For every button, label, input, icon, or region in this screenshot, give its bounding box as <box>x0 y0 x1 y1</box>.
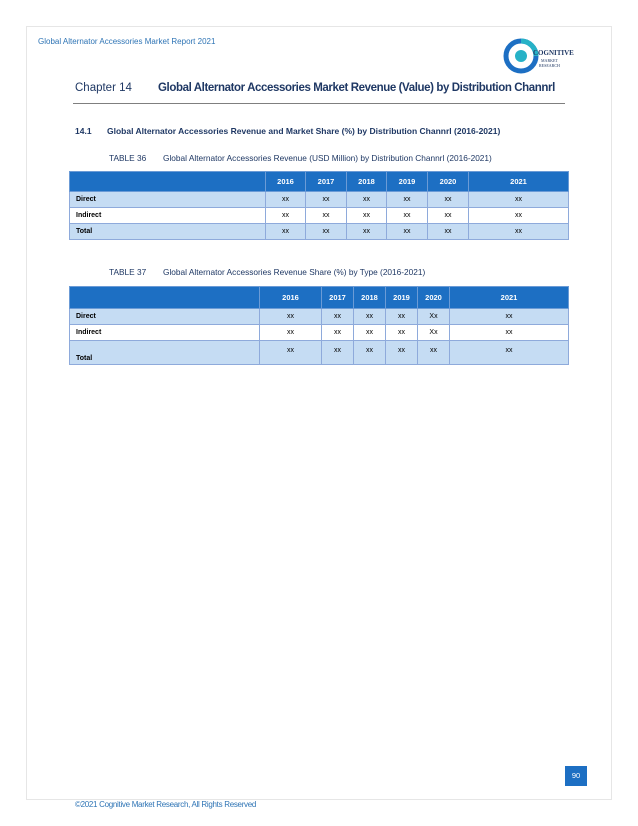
cell: xx <box>260 341 322 365</box>
logo-line2: MARKET <box>541 58 558 63</box>
table36-year: 2021 <box>469 172 569 192</box>
cell: xx <box>354 325 386 341</box>
table37 <box>69 286 569 365</box>
cell: xx <box>266 192 306 208</box>
cell: xx <box>387 224 428 240</box>
cell: xx <box>428 192 469 208</box>
cell: xx <box>260 309 322 325</box>
page-number: 90 <box>565 766 587 786</box>
section-title: Global Alternator Accessories Revenue and Market Share (%) by Distribution Channrl (2016-2021) <box>107 126 501 136</box>
table37-title: Global Alternator Accessories Revenue Share (%) by Type (2016-2021) <box>163 267 426 277</box>
table-row <box>70 224 569 240</box>
page-frame <box>26 26 612 800</box>
row-label: Indirect <box>70 325 260 341</box>
table36-header-row <box>70 172 569 192</box>
section-heading <box>75 126 500 136</box>
footer-copyright: ©2021 Cognitive Market Research, All Rights Reserved <box>75 800 257 809</box>
table36-caption <box>109 153 492 163</box>
section-number: 14.1 <box>75 126 92 136</box>
table36-year: 2019 <box>387 172 428 192</box>
table36-corner <box>70 172 266 192</box>
table37-caption <box>109 267 425 277</box>
cell: xx <box>260 325 322 341</box>
cell: xx <box>266 224 306 240</box>
table-row <box>70 325 569 341</box>
report-header: Global Alternator Accessories Market Report 2021 <box>38 37 216 46</box>
cell: xx <box>322 341 354 365</box>
cell: xx <box>450 325 569 341</box>
cell: xx <box>428 208 469 224</box>
logo-line1: COGNITIVE <box>533 49 574 57</box>
cell: xx <box>428 224 469 240</box>
table37-year: 2021 <box>450 287 569 309</box>
table37-header-row <box>70 287 569 309</box>
table37-year: 2019 <box>386 287 418 309</box>
cell: xx <box>306 208 347 224</box>
table37-year: 2016 <box>260 287 322 309</box>
cell: xx <box>450 341 569 365</box>
cell: xx <box>450 309 569 325</box>
table-row <box>70 341 569 365</box>
cell: Xx <box>418 325 450 341</box>
table37-corner <box>70 287 260 309</box>
cell: xx <box>322 309 354 325</box>
cell: xx <box>418 341 450 365</box>
cell: xx <box>306 224 347 240</box>
cognitive-logo <box>503 38 574 74</box>
cell: xx <box>387 192 428 208</box>
cell: xx <box>387 208 428 224</box>
cell: xx <box>386 309 418 325</box>
table-row <box>70 192 569 208</box>
row-label: Direct <box>70 309 260 325</box>
table37-number: TABLE 37 <box>109 267 147 277</box>
chapter-label: Chapter 14 <box>75 82 132 94</box>
cell: xx <box>266 208 306 224</box>
cell: xx <box>354 309 386 325</box>
cell: xx <box>347 208 387 224</box>
cell: Xx <box>418 309 450 325</box>
cell: xx <box>469 192 569 208</box>
table36-year: 2020 <box>428 172 469 192</box>
cell: xx <box>354 341 386 365</box>
cell: xx <box>386 341 418 365</box>
cell: xx <box>347 192 387 208</box>
cell: xx <box>469 208 569 224</box>
table36-title: Global Alternator Accessories Revenue (USD Million) by Distribution Channrl (2016-2021) <box>163 153 492 163</box>
chapter-title: Global Alternator Accessories Market Revenue (Value) by Distribution Channrl <box>158 82 555 94</box>
table36-year: 2017 <box>306 172 347 192</box>
table-row <box>70 208 569 224</box>
row-label: Indirect <box>70 208 266 224</box>
table37-year: 2017 <box>322 287 354 309</box>
table37-year: 2020 <box>418 287 450 309</box>
cell: xx <box>306 192 347 208</box>
table36-year: 2018 <box>347 172 387 192</box>
table36-number: TABLE 36 <box>109 153 147 163</box>
table36 <box>69 171 569 240</box>
cell: xx <box>347 224 387 240</box>
row-label: Total <box>70 341 260 365</box>
divider <box>73 103 565 104</box>
row-label: Total <box>70 224 266 240</box>
cell: xx <box>322 325 354 341</box>
table-row <box>70 309 569 325</box>
table36-year: 2016 <box>266 172 306 192</box>
table37-year: 2018 <box>354 287 386 309</box>
cell: xx <box>386 325 418 341</box>
cell: xx <box>469 224 569 240</box>
logo-line3: RESEARCH <box>539 63 560 68</box>
row-label: Direct <box>70 192 266 208</box>
